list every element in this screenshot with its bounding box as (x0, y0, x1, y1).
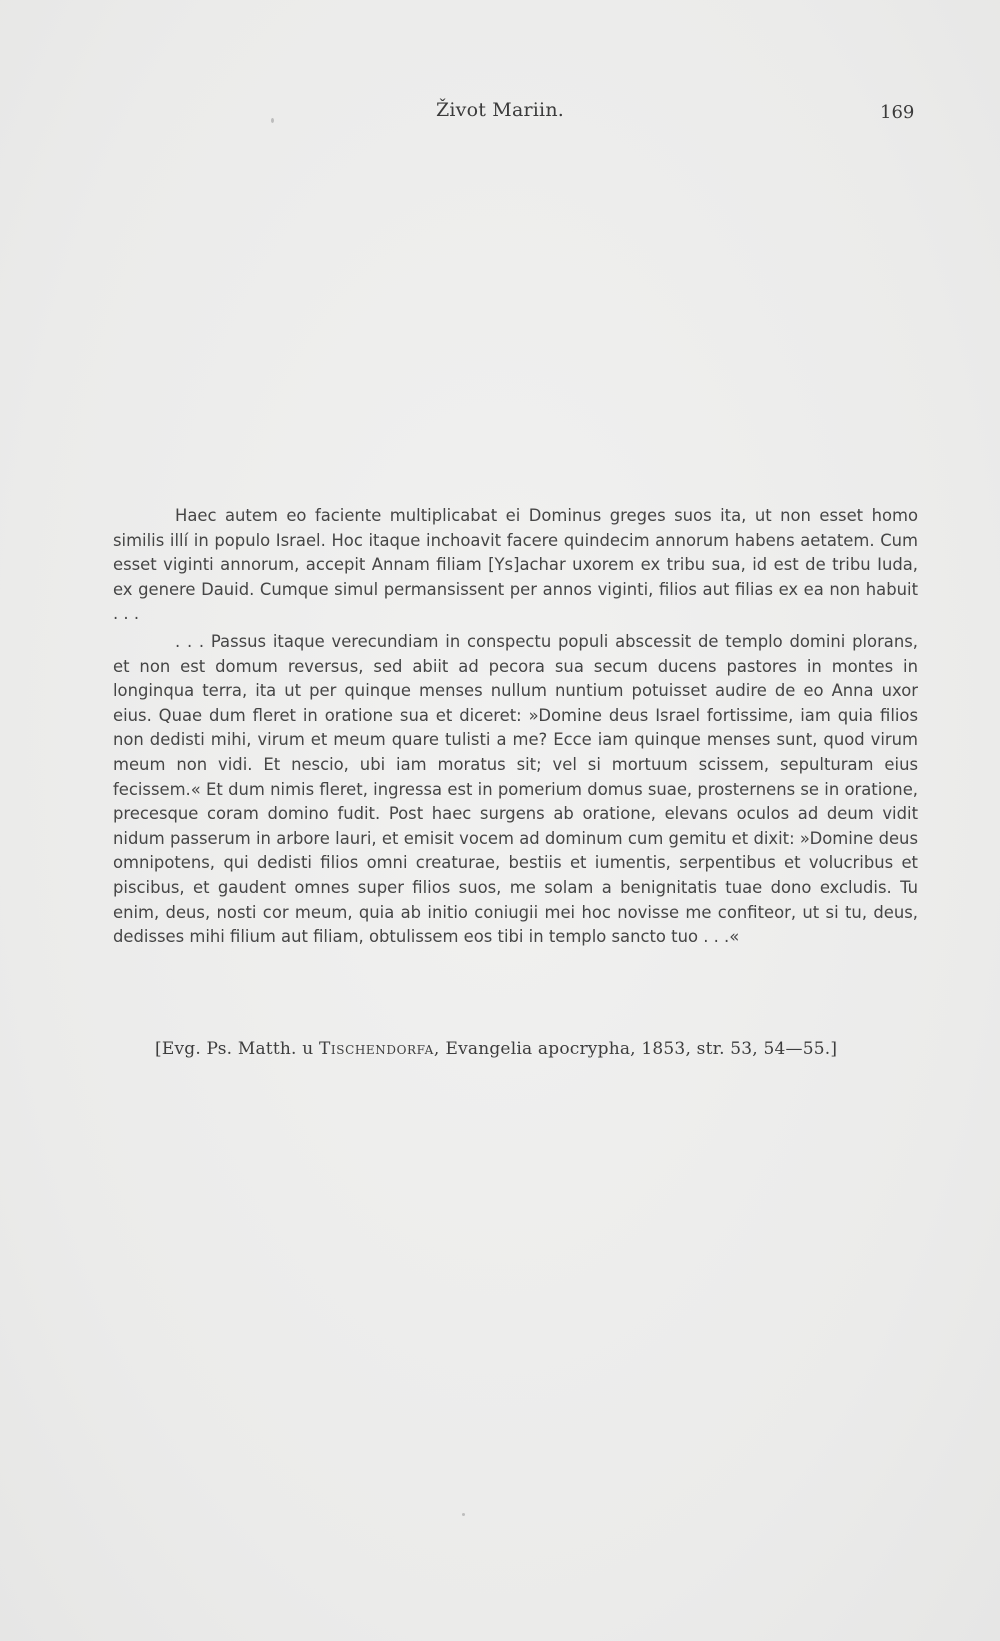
paragraph-2: . . . Passus itaque verecundiam in conspectu populi abscessit de templo domini plorans, et non est domum reversus, sed abiit ad pecora sua secum ducens pastores in montes in longinqua terra, ita ut per quinque menses nullum nuntium potuisset audire de eo Anna uxor eius. Quae dum fleret in oratione sua et diceret: »Domine deus Israel fortissime, iam quia filios non dedisti mihi, virum et meum quare tulisti a me? Ecce iam quinque menses sunt, quod virum meum non vidi. Et nescio, ubi iam moratus sit; vel si mortuum scissem, sepulturam eius fecissem.« Et dum nimis fleret, ingressa est in pomerium domus suae, prosternens se in oratione, precesque coram domino fudit. Post haec surgens ab oratione, elevans oculos ad deum vidit nidum passerum in arbore lauri, et emisit vocem ad dominum cum gemitu et dixit: »Domine deus omnipotens, qui dedisti filios omni creaturae, bestiis et iumentis, serpentibus et volucribus et piscibus, et gaudent omnes super filios suos, me solam a benignitatis tuae dono excludis. Tu enim, deus, nosti cor meum, quia ab initio coniugii mei hoc novisse me confiteor, ut si tu, deus, dedisses mihi filium aut filiam, obtulissem eos tibi in templo sancto tuo . . .« (113, 632, 918, 947)
paragraph-1: Haec autem eo faciente multiplicabat ei Dominus greges suos ita, ut non esset homo similis illí in populo Israel. Hoc itaque inchoavit facere quindecim annorum habens aetatem. Cum esset viginti annorum, accepit Annam filiam [Ys]achar uxorem ex tribu sua, id est de tribu Iuda, ex genere Dauid. Cumque simul permansissent per annos viginti, filios aut filias ex ea non habuit . . . (113, 506, 918, 624)
paper-speck (462, 1513, 465, 1516)
page-number: 169 (880, 102, 915, 123)
citation-prefix: [Evg. Ps. Matth. u (155, 1039, 314, 1059)
running-title: Život Mariin. (435, 99, 565, 121)
citation-author: Tischendorfa, (318, 1039, 440, 1059)
citation-source: Evangelia apocrypha, 1853, str. 53, 54—55.] (445, 1039, 838, 1059)
paper-speck (271, 118, 274, 123)
source-citation (155, 1039, 915, 1059)
